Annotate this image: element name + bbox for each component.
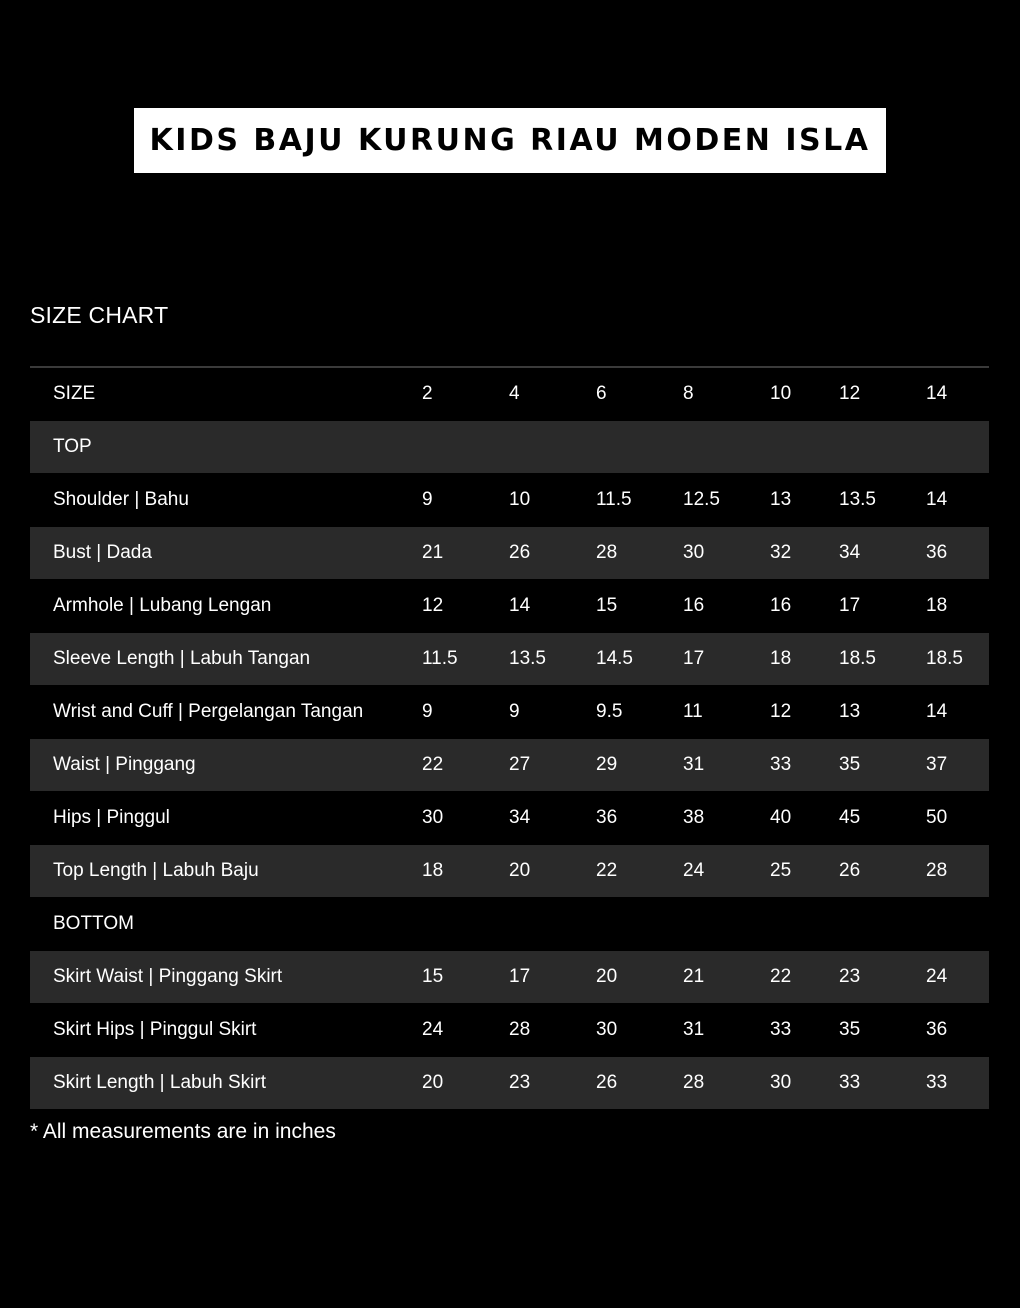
measurement-value: 11.5 (422, 648, 458, 669)
measurement-value: 32 (770, 542, 792, 563)
table-header-row (30, 368, 989, 421)
table-row (30, 1057, 989, 1110)
measurement-value: 23 (509, 1072, 531, 1093)
measurement-value: 15 (596, 595, 618, 616)
measurement-value: 12.5 (683, 489, 720, 510)
table-section-row (30, 421, 989, 474)
measurement-value: 9 (422, 489, 433, 510)
measurement-value: 28 (926, 860, 948, 881)
measurement-value: 13 (770, 489, 792, 510)
measurement-label: Skirt Waist | Pinggang Skirt (53, 966, 283, 987)
table-row (30, 633, 989, 686)
table-row (30, 686, 989, 739)
measurement-value: 23 (839, 966, 861, 987)
page-title: KIDS BAJU KURUNG RIAU MODEN ISLA (149, 123, 871, 158)
measurement-value: 28 (683, 1072, 705, 1093)
measurement-value: 30 (770, 1072, 792, 1093)
measurement-value: 21 (422, 542, 444, 563)
measurement-value: 30 (596, 1019, 618, 1040)
measurement-value: 26 (509, 542, 531, 563)
measurement-value: 17 (509, 966, 531, 987)
measurement-value: 20 (509, 860, 531, 881)
measurement-value: 14 (509, 595, 531, 616)
measurement-label: Skirt Hips | Pinggul Skirt (53, 1019, 257, 1040)
measurement-value: 24 (926, 966, 948, 987)
header-label: SIZE (53, 383, 96, 404)
measurement-value: 33 (839, 1072, 861, 1093)
section-label: BOTTOM (53, 913, 134, 934)
measurement-value: 18 (422, 860, 444, 881)
measurement-value: 31 (683, 1019, 705, 1040)
measurement-value: 40 (770, 807, 792, 828)
header-size: 6 (596, 383, 607, 404)
table-row (30, 1004, 989, 1057)
measurement-value: 18 (770, 648, 792, 669)
table-body (30, 421, 989, 1110)
measurement-label: Armhole | Lubang Lengan (53, 595, 272, 616)
measurement-value: 24 (422, 1019, 444, 1040)
measurement-label: Hips | Pinggul (53, 807, 170, 828)
measurement-value: 36 (596, 807, 618, 828)
table-row (30, 527, 989, 580)
measurement-value: 34 (509, 807, 531, 828)
measurement-value: 36 (926, 542, 948, 563)
measurement-label: Shoulder | Bahu (53, 489, 189, 510)
measurement-value: 31 (683, 754, 705, 775)
table-row (30, 474, 989, 527)
header-size: 14 (926, 383, 948, 404)
table-row (30, 792, 989, 845)
measurement-value: 22 (422, 754, 444, 775)
measurement-value: 26 (596, 1072, 618, 1093)
measurement-value: 33 (770, 1019, 792, 1040)
measurement-value: 34 (839, 542, 861, 563)
measurement-label: Waist | Pinggang (53, 754, 196, 775)
measurement-value: 12 (770, 701, 792, 722)
section-heading: SIZE CHART (30, 302, 169, 328)
measurement-value: 13.5 (509, 648, 546, 669)
measurement-value: 21 (683, 966, 705, 987)
header-size: 4 (509, 383, 520, 404)
measurement-label: Wrist and Cuff | Pergelangan Tangan (53, 701, 364, 722)
measurement-label: Skirt Length | Labuh Skirt (53, 1072, 266, 1093)
footnote: * All measurements are in inches (30, 1120, 336, 1143)
section-label: TOP (53, 436, 92, 457)
measurement-value: 22 (770, 966, 792, 987)
measurement-value: 37 (926, 754, 948, 775)
measurement-value: 9 (509, 701, 520, 722)
table-row (30, 951, 989, 1004)
measurement-value: 20 (596, 966, 618, 987)
size-chart-table (30, 366, 989, 1110)
measurement-value: 25 (770, 860, 792, 881)
measurement-value: 50 (926, 807, 948, 828)
table-section-row (30, 898, 989, 951)
measurement-value: 16 (770, 595, 792, 616)
measurement-label: Top Length | Labuh Baju (53, 860, 259, 881)
measurement-value: 17 (683, 648, 705, 669)
measurement-value: 11 (683, 701, 703, 722)
measurement-value: 24 (683, 860, 705, 881)
measurement-value: 33 (926, 1072, 948, 1093)
header-size: 2 (422, 383, 433, 404)
measurement-value: 12 (422, 595, 444, 616)
table-row (30, 580, 989, 633)
measurement-value: 27 (509, 754, 531, 775)
measurement-value: 18.5 (839, 648, 876, 669)
measurement-value: 28 (509, 1019, 531, 1040)
header-size: 12 (839, 383, 861, 404)
measurement-value: 20 (422, 1072, 444, 1093)
measurement-value: 22 (596, 860, 618, 881)
measurement-value: 18.5 (926, 648, 963, 669)
measurement-value: 14 (926, 701, 948, 722)
measurement-value: 28 (596, 542, 618, 563)
table-row (30, 845, 989, 898)
header-size: 10 (770, 383, 792, 404)
measurement-value: 16 (683, 595, 705, 616)
measurement-value: 33 (770, 754, 792, 775)
header-size: 8 (683, 383, 694, 404)
title-banner (134, 108, 886, 173)
measurement-value: 13.5 (839, 489, 876, 510)
measurement-value: 9 (422, 701, 433, 722)
measurement-value: 26 (839, 860, 861, 881)
measurement-value: 18 (926, 595, 948, 616)
measurement-value: 9.5 (596, 701, 623, 722)
table-row (30, 739, 989, 792)
measurement-value: 14 (926, 489, 948, 510)
measurement-value: 29 (596, 754, 618, 775)
measurement-label: Sleeve Length | Labuh Tangan (53, 648, 311, 669)
measurement-value: 35 (839, 1019, 861, 1040)
measurement-value: 14.5 (596, 648, 633, 669)
measurement-value: 30 (683, 542, 705, 563)
measurement-value: 15 (422, 966, 444, 987)
measurement-value: 10 (509, 489, 531, 510)
measurement-value: 13 (839, 701, 861, 722)
measurement-value: 45 (839, 807, 861, 828)
measurement-label: Bust | Dada (53, 542, 152, 563)
measurement-value: 11.5 (596, 489, 632, 510)
measurement-value: 38 (683, 807, 705, 828)
measurement-value: 17 (839, 595, 861, 616)
measurement-value: 30 (422, 807, 444, 828)
measurement-value: 35 (839, 754, 861, 775)
measurement-value: 36 (926, 1019, 948, 1040)
